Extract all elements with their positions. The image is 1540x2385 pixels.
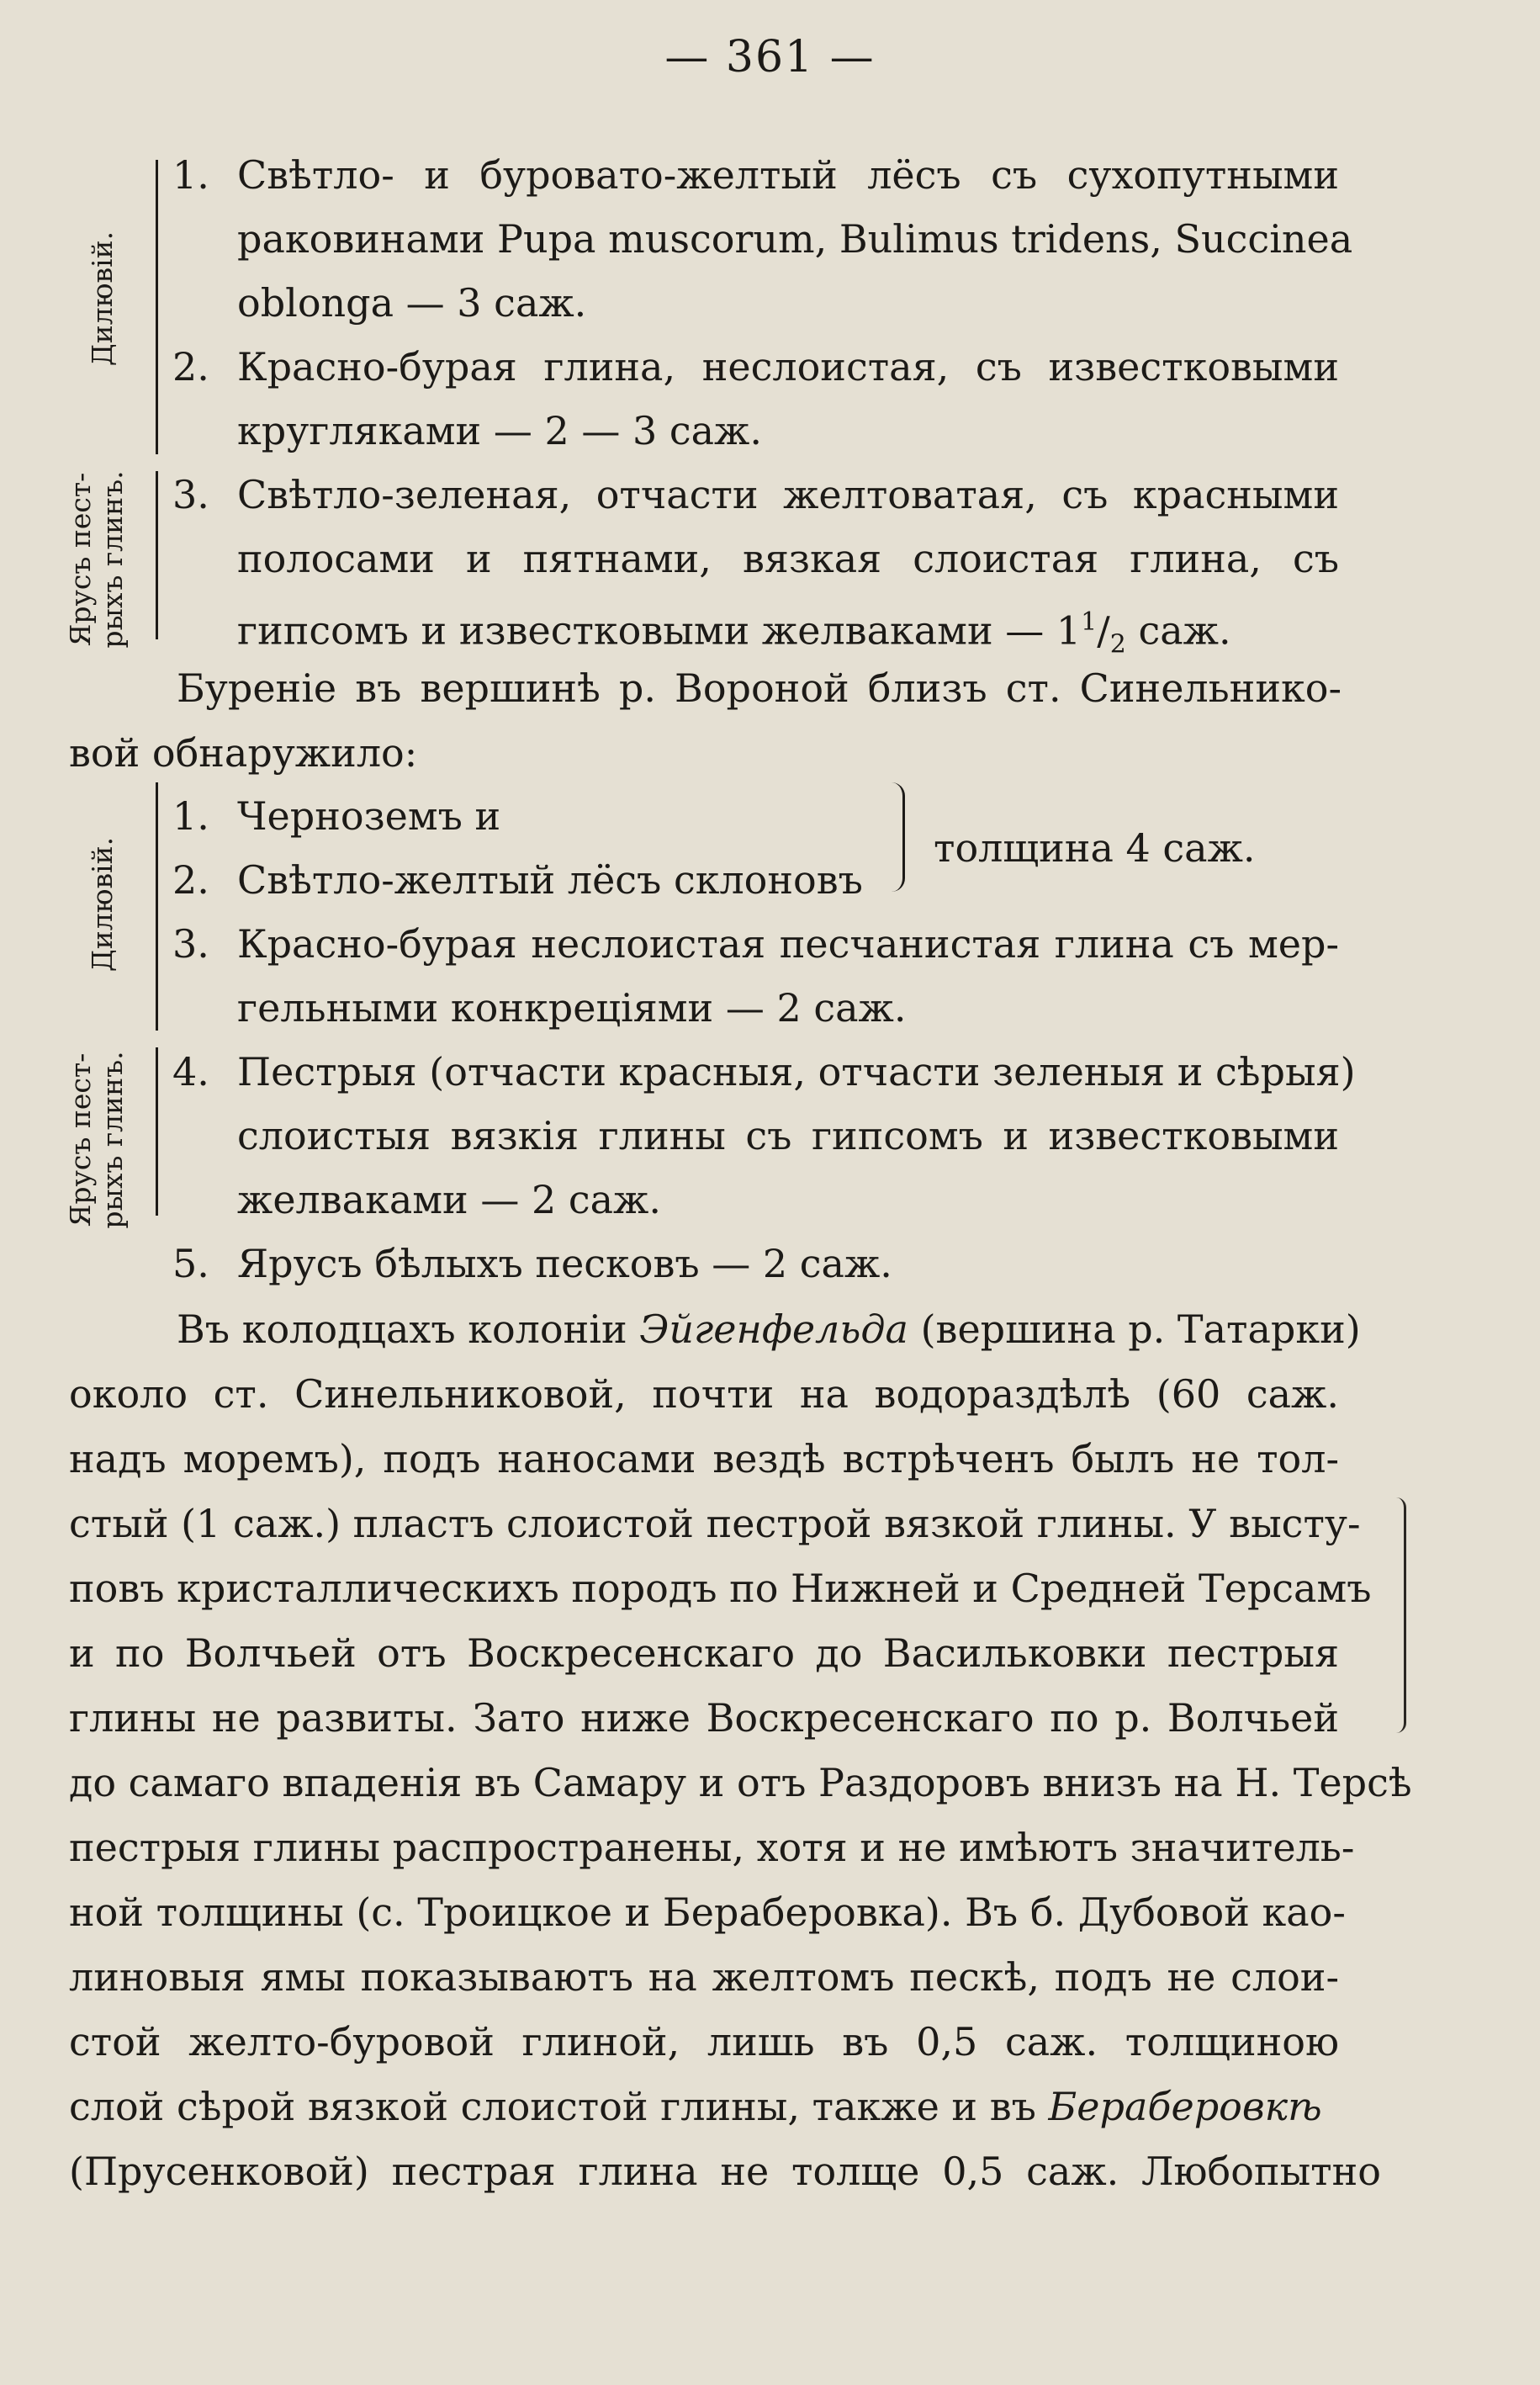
italic-place-name: Бераберовкѣ <box>1048 2084 1322 2129</box>
line-text: Красно-бурая неслоистая песчанистая глина съ мер- <box>237 921 1339 967</box>
line-text: слоистыя вязкія глины съ гипсомъ и известковыми <box>237 1113 1339 1158</box>
line-text: повъ кристаллическихъ породъ по Нижней и Средней Терсамъ <box>69 1566 1372 1611</box>
line-text <box>69 2073 1322 2140</box>
line-text: пестрыя глины распространены, хотя и не имѣютъ значитель- <box>69 1825 1355 1870</box>
text-line <box>0 1102 1540 1169</box>
line-text: полосами и пятнами, вязкая слоистая глина, съ <box>237 536 1339 581</box>
text-line <box>0 1555 1540 1622</box>
line-text: гельными конкреціями — 2 саж. <box>237 985 907 1031</box>
side-label-line: рыхъ глинъ. <box>96 1051 129 1229</box>
item-number: 3. <box>172 921 209 967</box>
thickness-note: толщина 4 саж. <box>934 825 1256 871</box>
line-text: Свѣтло-желтый лёсъ склоновъ <box>237 857 863 903</box>
line-text: ной толщины (с. Троицкое и Бераберовка). Въ б. Дубовой као- <box>69 1889 1346 1935</box>
line-text-main: слой сѣрой вязкой слоистой глины, также и въ <box>69 2084 1036 2129</box>
text-line <box>0 141 1540 209</box>
text-line <box>0 1879 1540 1946</box>
text-line <box>0 1943 1540 2011</box>
item-number: 2. <box>172 857 209 903</box>
text-line <box>0 1230 1540 1297</box>
line-text: (Прусенковой) пестрая глина не толще 0,5 саж. Любопытно <box>69 2149 1381 2194</box>
text-line <box>0 1425 1540 1492</box>
fraction-numerator: 1 <box>1081 607 1098 637</box>
fraction-denominator: 2 <box>1109 629 1126 660</box>
line-text: линовыя ямы показываютъ на желтомъ пескѣ, подъ не слои- <box>69 1954 1339 2000</box>
text-line <box>0 269 1540 337</box>
text-line <box>0 2073 1540 2140</box>
text-line <box>0 1360 1540 1428</box>
line-text: и по Волчьей отъ Воскресенскаго до Васильковки пестрыя <box>69 1630 1339 1676</box>
text-line <box>0 846 1540 914</box>
line-text: стой желто-буровой глиной, лишь въ 0,5 саж. толщиною <box>69 2019 1339 2064</box>
text-line <box>0 205 1540 273</box>
line-text: раковинами Pupa muscorum, Bulimus tridens, Succinea <box>237 216 1353 262</box>
text-line <box>0 589 1540 660</box>
line-text: кругляками — 2 — 3 саж. <box>237 408 762 453</box>
line-text: Свѣтло- и буровато-желтый лёсъ съ сухопутными <box>237 152 1339 198</box>
line-text: надъ моремъ), подъ наносами вездѣ встрѣченъ былъ не тол- <box>69 1436 1339 1481</box>
text-line <box>0 1490 1540 1557</box>
text-line <box>0 2008 1540 2075</box>
item-number: 1. <box>172 152 209 198</box>
page-number: — 361 — <box>664 32 876 82</box>
text-line <box>0 719 1540 787</box>
text-line <box>0 525 1540 592</box>
line-text-tail: (вершина р. Татарки) <box>920 1306 1361 1352</box>
item-number: 2. <box>172 344 209 390</box>
line-text: Свѣтло-зеленая, отчасти желтоватая, съ красными <box>237 472 1339 517</box>
side-label-line: Ярусъ пест- <box>64 472 97 647</box>
item-number: 3. <box>172 472 209 517</box>
text-line <box>0 1814 1540 1881</box>
text-line <box>0 397 1540 464</box>
text-line <box>0 655 1540 722</box>
line-text-main: гипсомъ и известковыми желваками — 1 <box>237 607 1082 654</box>
text-line <box>0 1166 1540 1233</box>
text-line <box>0 1296 1540 1363</box>
text-line <box>0 1619 1540 1687</box>
side-label-line: Ярусъ пест- <box>64 1052 97 1227</box>
text-line <box>0 461 1540 528</box>
text-line <box>0 1038 1540 1105</box>
line-text: Черноземъ и <box>237 793 501 839</box>
item-number: 5. <box>172 1241 209 1286</box>
side-label-line: рыхъ глинъ. <box>96 470 129 649</box>
line-text: до самаго впаденія въ Самару и отъ Раздоровъ внизъ на Н. Терсѣ <box>69 1760 1412 1805</box>
item-number: 4. <box>172 1049 209 1094</box>
text-line <box>0 2138 1540 2205</box>
line-text: стый (1 саж.) пластъ слоистой пестрой вязкой глины. У высту- <box>69 1501 1361 1546</box>
line-text: Буреніе въ вершинѣ р. Вороной близъ ст. Синельнико- <box>177 665 1342 711</box>
line-text-tail: саж. <box>1138 607 1231 654</box>
text-line <box>0 910 1540 978</box>
item-number: 1. <box>172 793 209 839</box>
text-line <box>0 333 1540 400</box>
text-line <box>0 1749 1540 1816</box>
text-line <box>0 974 1540 1041</box>
line-text: глины не развиты. Зато ниже Воскресенскаго по р. Волчьей <box>69 1695 1339 1741</box>
line-text-main: Въ колодцахъ колоніи <box>177 1306 627 1352</box>
line-text: около ст. Синельниковой, почти на водораздѣлѣ (60 саж. <box>69 1371 1339 1417</box>
side-label-diluvium-2: Дилювій. <box>86 836 119 973</box>
line-text: желваками — 2 саж. <box>237 1177 661 1222</box>
line-text: Ярусъ бѣлыхъ песковъ — 2 саж. <box>237 1241 892 1286</box>
text-line <box>0 1684 1540 1752</box>
line-text: oblonga — 3 саж. <box>237 280 587 326</box>
fraction-slash: / <box>1097 607 1110 654</box>
line-text: Красно-бурая глина, неслоистая, съ известковыми <box>237 344 1339 390</box>
line-text: Пестрыя (отчасти красныя, отчасти зеленыя и сѣрыя) <box>237 1049 1356 1094</box>
line-text: вой обнаружило: <box>69 730 418 776</box>
side-label-diluvium-1: Дилювій. <box>86 231 119 367</box>
italic-place-name: Эйгенфельда <box>639 1306 908 1352</box>
line-text <box>177 1296 1361 1363</box>
